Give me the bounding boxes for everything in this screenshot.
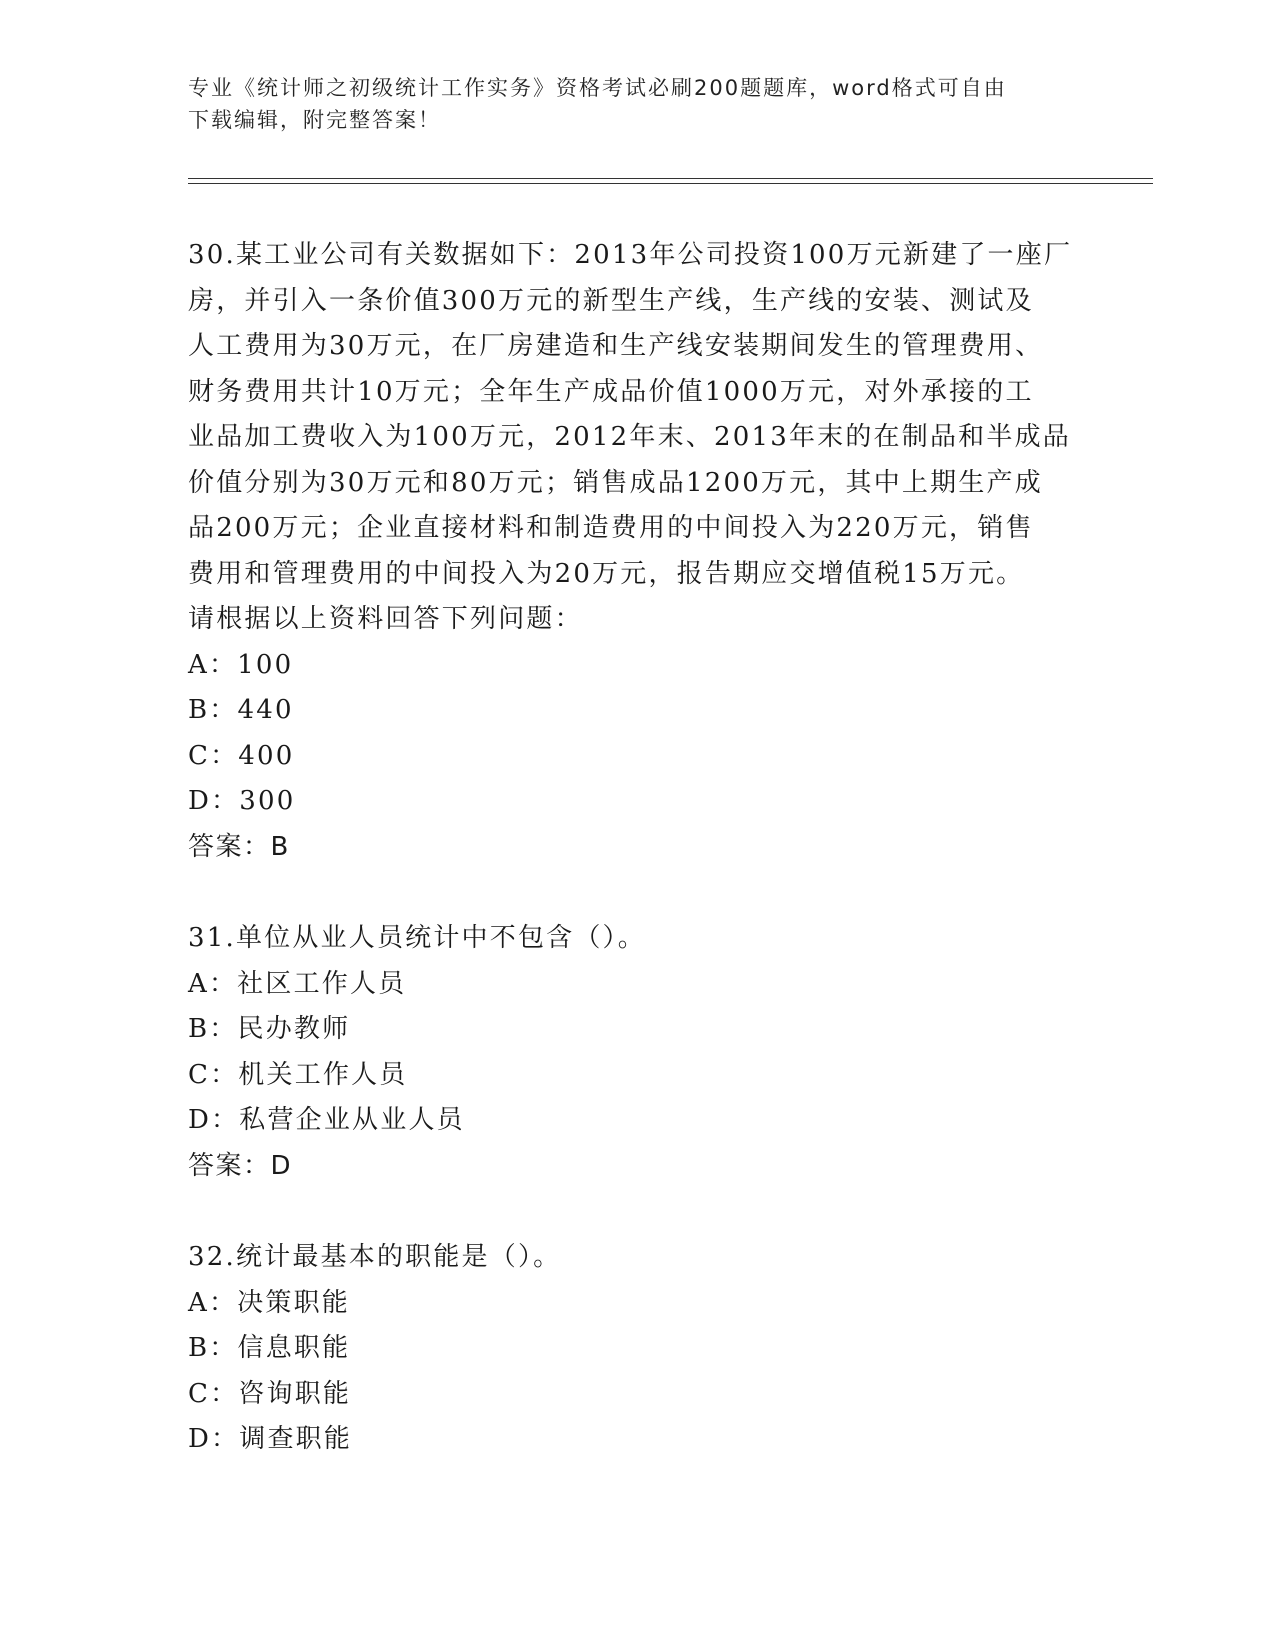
option-c: C：机关工作人员 (188, 1059, 408, 1090)
option-d: D：私营企业从业人员 (188, 1105, 465, 1135)
stem-line: 32.统计最基本的职能是（）。 (188, 1242, 562, 1272)
stem-line: 30.某工业公司有关数据如下：2013年公司投资100万元新建了一座厂 (188, 240, 1073, 270)
questions-body (188, 233, 1088, 1509)
stem-line: 请根据以上资料回答下列问题： (188, 604, 583, 634)
question-stem (188, 1235, 1088, 1281)
stem-line: 费用和管理费用的中间投入为20万元，报告期应交增值税15万元。 (188, 558, 1025, 589)
option-b: B：民办教师 (188, 1014, 351, 1044)
option-b: B：信息职能 (188, 1333, 351, 1363)
question-stem (188, 233, 1088, 643)
option-d: D：调查职能 (188, 1424, 353, 1454)
document-header (188, 72, 1068, 136)
option-c: C：400 (188, 740, 295, 771)
option-a: A：决策职能 (188, 1287, 350, 1318)
header-line-2: 下载编辑，附完整答案！ (188, 108, 441, 132)
option-a: A：社区工作人员 (188, 968, 407, 999)
stem-line: 财务费用共计10万元；全年生产成品价值1000万元，对外承接的工 (188, 376, 1034, 407)
header-divider-bottom (188, 183, 1153, 184)
option-c: C：咨询职能 (188, 1378, 352, 1409)
stem-line: 品200万元；企业直接材料和制造费用的中间投入为220万元，销售 (188, 513, 1034, 543)
stem-line: 业品加工费收入为100万元，2012年末、2013年末的在制品和半成品 (188, 422, 1071, 452)
question-30 (188, 233, 1088, 870)
question-31 (188, 916, 1088, 1189)
stem-line: 价值分别为30万元和80万元；销售成品1200万元，其中上期生产成 (188, 467, 1043, 498)
option-a: A：100 (188, 649, 294, 680)
option-d: D：300 (188, 786, 296, 816)
header-divider-top (188, 178, 1153, 179)
stem-line: 31.单位从业人员统计中不包含（）。 (188, 923, 646, 953)
stem-line: 人工费用为30万元，在厂房建造和生产线安装期间发生的管理费用、 (188, 331, 1044, 361)
answer-label: 答案：D (188, 1150, 293, 1181)
answer-label: 答案：B (188, 831, 290, 862)
question-stem (188, 916, 1088, 962)
question-32 (188, 1235, 1088, 1463)
stem-line: 房，并引入一条价值300万元的新型生产线，生产线的安装、测试及 (188, 285, 1034, 316)
header-line-1: 专业《统计师之初级统计工作实务》资格考试必刷200题题库，word格式可自由 (188, 76, 1007, 100)
option-b: B：440 (188, 695, 294, 725)
